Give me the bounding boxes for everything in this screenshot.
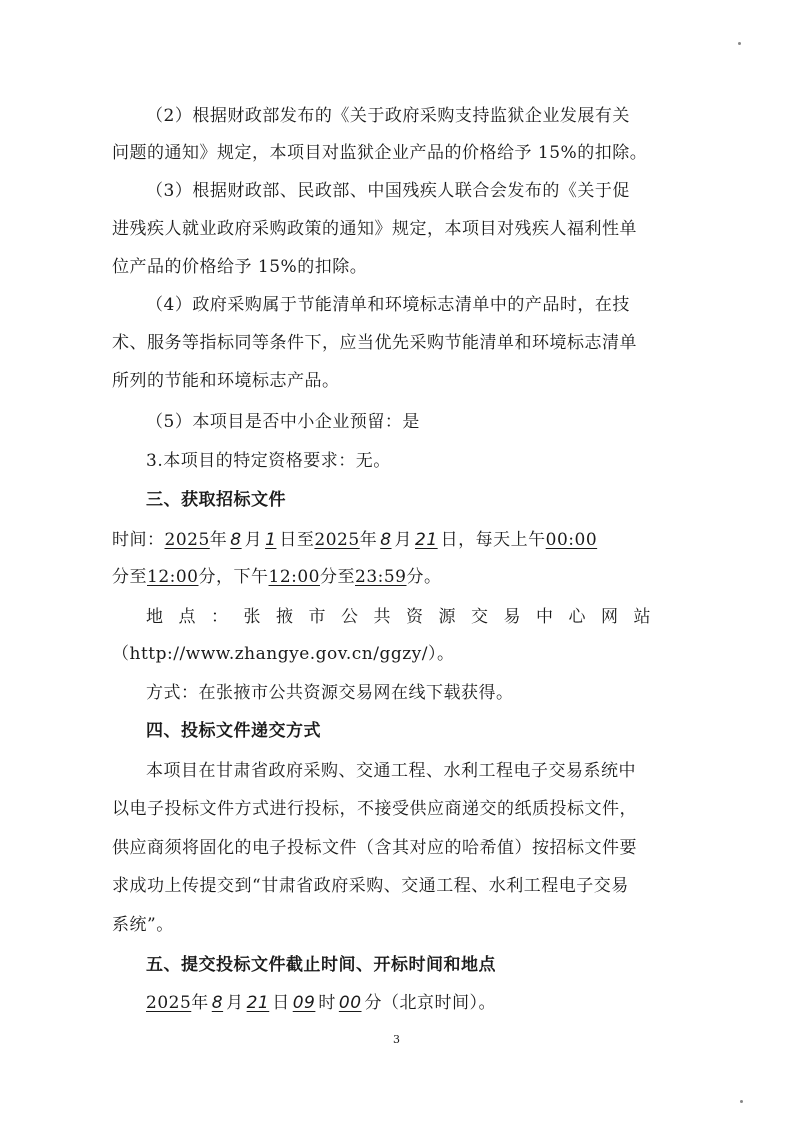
sec4-line-1: 本项目在甘肃省政府采购、交通工程、水利工程电子交易系统中: [146, 761, 636, 781]
afternoon-text: 分，下午: [198, 567, 269, 587]
place-url: （http://www.zhangye.gov.cn/ggzy/）。: [112, 644, 455, 664]
pm-end-time: 23:59: [355, 567, 407, 587]
deadline-day: 21: [246, 993, 270, 1013]
section-4-heading: 四、投标文件递交方式: [146, 721, 321, 741]
sec4-line-4: 求成功上传提交到“甘肃省政府采购、交通工程、水利工程电子交易: [112, 876, 629, 896]
month-char: 月: [394, 530, 413, 550]
para-4-line-3: 所列的节能和环境标志产品。: [112, 371, 340, 391]
am-end-time: 12:00: [147, 567, 199, 587]
start-year: 2025: [164, 530, 210, 550]
item-3-line: 3.本项目的特定资格要求：无。: [146, 451, 391, 471]
para-4-line-1: （4）政府采购属于节能清单和环境标志清单中的产品时，在技: [146, 295, 630, 315]
section-5-heading: 五、提交投标文件截止时间、开标时间和地点: [146, 955, 496, 975]
deadline-year: 2025: [146, 993, 192, 1013]
month-char: 月: [244, 530, 263, 550]
acquire-time-line-2: [112, 565, 682, 589]
pm-start-time: 12:00: [268, 567, 320, 587]
para-2-line-2: 问题的通知》规定，本项目对监狱企业产品的价格给予 15%的扣除。: [112, 143, 648, 163]
end-day: 21: [415, 530, 438, 550]
deadline-month: 8: [211, 993, 224, 1013]
sec4-line-3: 供应商须将固化的电子投标文件（含其对应的哈希值）按招标文件要: [112, 838, 637, 858]
minute-tail-text: 分（北京时间）。: [364, 993, 497, 1013]
am-start-time: 00:00: [545, 530, 598, 550]
day-char: 日: [272, 993, 290, 1013]
year-char: 年: [359, 530, 378, 550]
acquire-time-line-1: [112, 528, 682, 552]
start-day: 1: [265, 530, 277, 550]
sec4-line-5: 系统”。: [112, 915, 174, 935]
end-year: 2025: [314, 530, 360, 550]
minute-to-text: 分至: [320, 567, 355, 587]
para-4-line-2: 术、服务等指标同等条件下，应当优先采购节能清单和环境标志清单: [112, 333, 637, 353]
para-2-line-1: （2）根据财政部发布的《关于政府采购支持监狱企业发展有关: [146, 106, 630, 126]
deadline-hour: 09: [292, 993, 316, 1013]
day-to-text: 日至: [279, 530, 315, 550]
para-3-line-1: （3）根据财政部、民政部、中国残疾人联合会发布的《关于促: [146, 181, 630, 201]
page-number: 3: [393, 1033, 400, 1046]
para-3-line-2: 进残疾人就业政府采购政策的通知》规定，本项目对残疾人福利性单: [112, 219, 637, 239]
scan-speck: [738, 42, 741, 45]
sec4-line-2: 以电子投标文件方式进行投标，不接受供应商递交的纸质投标文件，: [112, 799, 637, 819]
daily-text: 日，每天上午: [440, 530, 546, 550]
time-label: 时间：: [112, 530, 165, 550]
para-5-line-1: （5）本项目是否中小企业预留：是: [146, 412, 420, 432]
scan-speck: [740, 1100, 743, 1103]
month-char: 月: [226, 993, 244, 1013]
end-month: 8: [380, 530, 392, 550]
deadline-line: [146, 991, 682, 1015]
deadline-minute: 00: [338, 993, 362, 1013]
minute-end-text: 分。: [406, 567, 442, 587]
start-month: 8: [230, 530, 242, 550]
section-3-heading: 三、获取招标文件: [146, 490, 286, 510]
year-char: 年: [191, 993, 209, 1013]
minute-to-text: 分至: [112, 567, 147, 587]
place-line: 地点：张掖市公共资源交易中心网站: [146, 607, 666, 627]
method-line: 方式：在张掖市公共资源交易网在线下载获得。: [146, 683, 514, 703]
hour-char: 时: [318, 993, 336, 1013]
year-char: 年: [209, 530, 228, 550]
para-3-line-3: 位产品的价格给予 15%的扣除。: [112, 257, 368, 277]
